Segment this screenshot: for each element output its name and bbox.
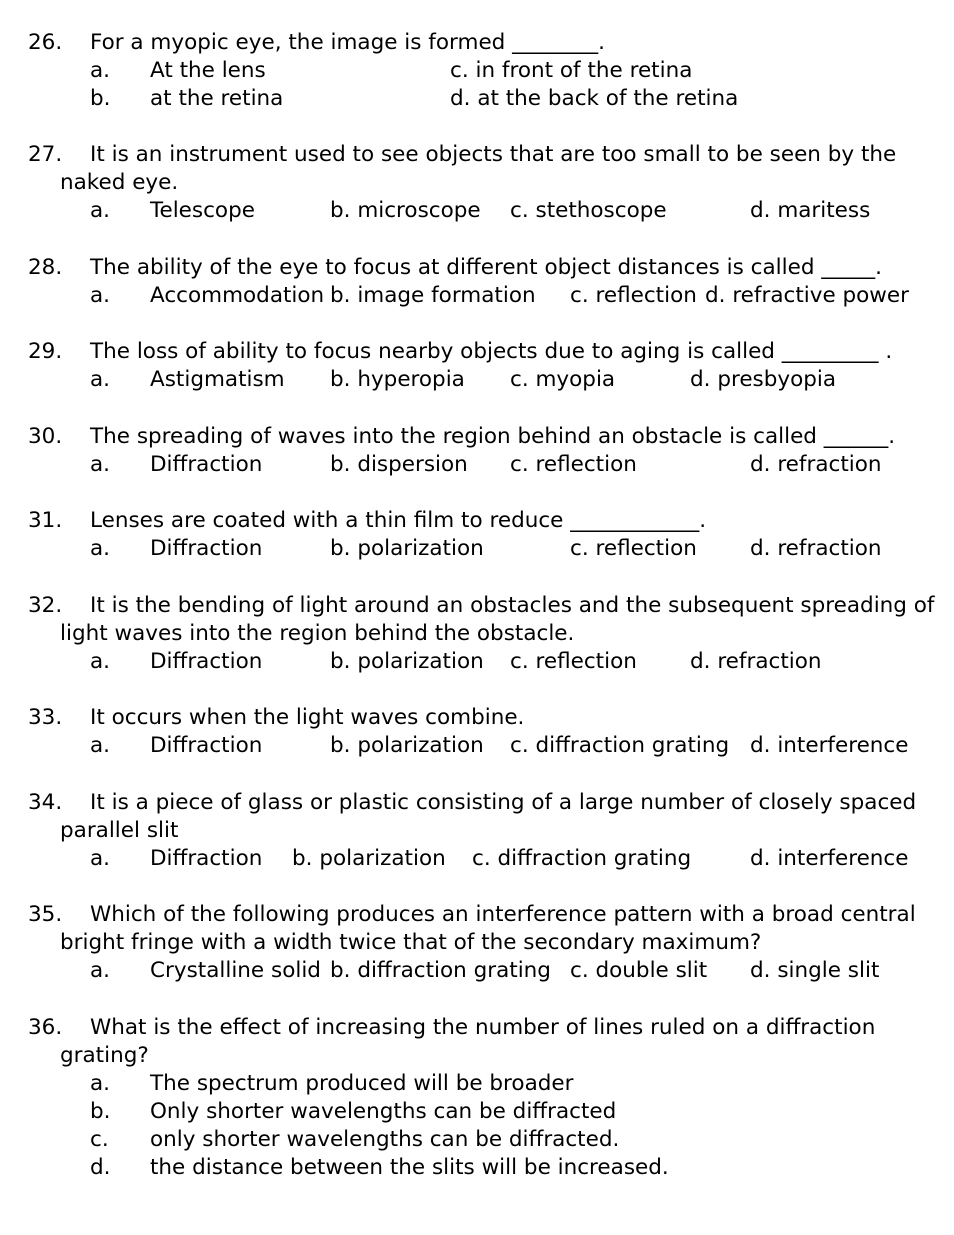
option-text: d. interference [750,846,909,871]
question-text: parallel slit [60,818,179,843]
option-letter: a. [90,649,111,674]
option-letter: a. [90,536,111,561]
option-letter: c. [90,1127,109,1152]
option-text: Diffraction [150,536,263,561]
question-text: What is the effect of increasing the number of lines ruled on a diffraction [90,1015,876,1040]
option-text: Only shorter wavelengths can be diffracted [150,1099,617,1124]
option-text: d. interference [750,733,909,758]
option-text: Astigmatism [150,367,285,392]
option-letter: d. [90,1155,111,1180]
option-text: d. at the back of the retina [450,86,739,111]
question-number: 36. [28,1015,63,1040]
question-text: It is an instrument used to see objects that are too small to be seen by the [90,142,897,167]
option-text: At the lens [150,58,266,83]
question-number: 27. [28,142,63,167]
option-text: c. reflection [510,452,637,477]
option-text: Diffraction [150,846,263,871]
option-text: b. microscope [330,198,481,223]
option-text: d. single slit [750,958,880,983]
question-text: Lenses are coated with a thin film to reduce ____________. [90,508,707,533]
option-text: c. reflection [570,536,697,561]
option-text: c. double slit [570,958,708,983]
question-text: It occurs when the light waves combine. [90,705,525,730]
question-text: The spreading of waves into the region behind an obstacle is called ______. [90,424,896,449]
question-number: 34. [28,790,63,815]
question-text: For a myopic eye, the image is formed ________. [90,30,605,55]
option-text: Diffraction [150,733,263,758]
option-text: b. polarization [330,536,484,561]
question-text: It is the bending of light around an obstacles and the subsequent spreading of [90,593,935,618]
option-letter: a. [90,198,111,223]
option-text: Diffraction [150,452,263,477]
option-text: c. reflection [570,283,697,308]
option-letter: a. [90,1071,111,1096]
option-text: d. refraction [750,452,882,477]
option-text: c. diffraction grating [472,846,692,871]
option-text: Diffraction [150,649,263,674]
question-number: 26. [28,30,63,55]
option-text: the distance between the slits will be increased. [150,1155,669,1180]
option-letter: a. [90,958,111,983]
option-text: b. polarization [330,649,484,674]
question-text: It is a piece of glass or plastic consisting of a large number of closely spaced [90,790,917,815]
question-text: Which of the following produces an interference pattern with a broad central [90,902,916,927]
option-text: b. polarization [330,733,484,758]
option-text: b. hyperopia [330,367,465,392]
option-letter: a. [90,733,111,758]
question-text: naked eye. [60,170,179,195]
option-letter: a. [90,367,111,392]
option-text: at the retina [150,86,284,111]
option-text: d. refraction [750,536,882,561]
option-letter: b. [90,86,111,111]
option-text: b. dispersion [330,452,468,477]
option-letter: a. [90,283,111,308]
option-text: c. reflection [510,649,637,674]
question-text: The loss of ability to focus nearby objects due to aging is called _________ . [90,339,893,364]
option-letter: b. [90,1099,111,1124]
question-number: 30. [28,424,63,449]
option-text: b. image formation [330,283,536,308]
question-text: The ability of the eye to focus at different object distances is called _____. [90,255,882,280]
question-text: grating? [60,1043,149,1068]
question-number: 31. [28,508,63,533]
option-text: d. maritess [750,198,871,223]
option-text: c. diffraction grating [510,733,730,758]
question-text: light waves into the region behind the obstacle. [60,621,575,646]
option-letter: a. [90,846,111,871]
option-text: Telescope [150,198,255,223]
question-text: bright fringe with a width twice that of the secondary maximum? [60,930,762,955]
option-letter: a. [90,452,111,477]
option-text: b. polarization [292,846,446,871]
option-text: Crystalline solid [150,958,321,983]
option-text: c. stethoscope [510,198,667,223]
question-number: 33. [28,705,63,730]
question-number: 28. [28,255,63,280]
option-text: d. refraction [690,649,822,674]
option-text: d. refractive power [705,283,909,308]
question-number: 35. [28,902,63,927]
option-text: only shorter wavelengths can be diffracted. [150,1127,620,1152]
option-text: d. presbyopia [690,367,837,392]
question-number: 32. [28,593,63,618]
option-text: b. diffraction grating [330,958,551,983]
question-number: 29. [28,339,63,364]
option-text: c. in front of the retina [450,58,693,83]
option-text: The spectrum produced will be broader [150,1071,574,1096]
option-letter: a. [90,58,111,83]
option-text: Accommodation [150,283,325,308]
option-text: c. myopia [510,367,616,392]
